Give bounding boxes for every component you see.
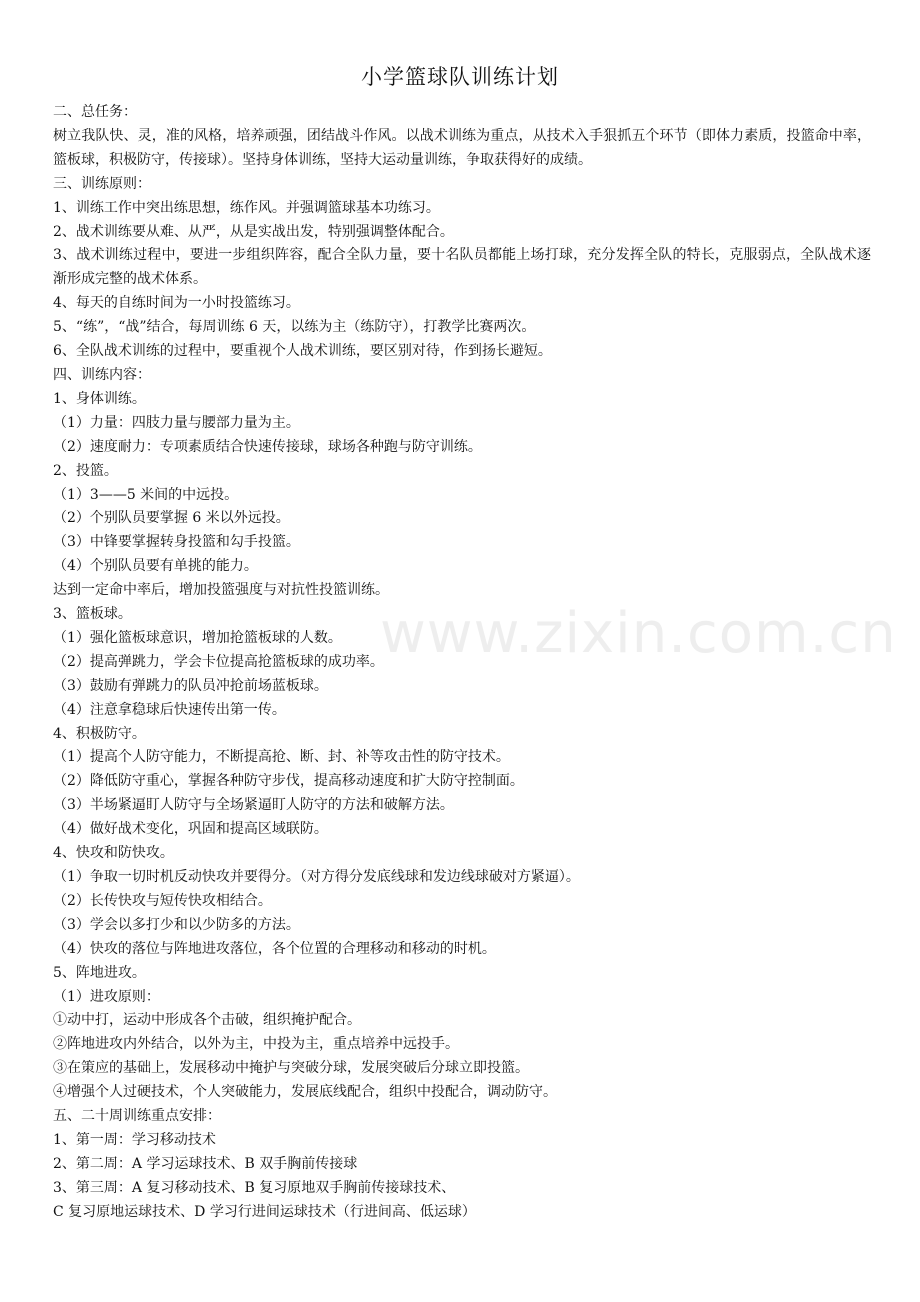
document-line: 4、积极防守。 <box>53 725 146 742</box>
document-line: 3、篮板球。 <box>53 606 132 623</box>
document-line: 五、二十周训练重点安排： <box>53 1108 221 1125</box>
document-line: （2）速度耐力：专项素质结合快速传接球，球场各种跑与防守训练。 <box>53 438 482 455</box>
document-line: ②阵地进攻内外结合，以外为主，中投为主，重点培养中远投手。 <box>53 1036 459 1053</box>
document-line: （4）注意拿稳球后快速传出第一传。 <box>53 701 286 718</box>
document-line: 5、阵地进攻。 <box>53 964 146 981</box>
document-line: （1）提高个人防守能力，不断提高抢、断、封、补等攻击性的防守技术。 <box>53 749 510 766</box>
document-line: （2）提高弹跳力，学会卡位提高抢篮板球的成功率。 <box>53 653 384 670</box>
document-line: 二、总任务： <box>53 104 137 120</box>
document-line: 三、训练原则： <box>53 175 151 192</box>
document-line: （3）半场紧逼盯人防守与全场紧逼盯人防守的方法和破解方法。 <box>53 797 454 814</box>
document-line: 6、全队战术训练的过程中，要重视个人战术训练，要区别对待，作到扬长避短。 <box>53 343 552 360</box>
document-line: 4、快攻和防快攻。 <box>53 845 174 862</box>
document-line: ①动中打，运动中形成各个击破，组织掩护配合。 <box>53 1012 361 1029</box>
document-body <box>53 101 897 1225</box>
document-line: 达到一定命中率后，增加投篮强度与对抗性投篮训练。 <box>53 582 389 599</box>
document-line: （3）学会以多打少和以少防多的方法。 <box>53 916 300 933</box>
document-line: 1、身体训练。 <box>53 390 146 407</box>
document-title: 小学篮球队训练计划 <box>361 65 559 89</box>
document-line: ④增强个人过硬技术，个人突破能力，发展底线配合，组织中投配合，调动防守。 <box>53 1084 557 1101</box>
document-line: C 复习原地运球技术、D 学习行进间运球技术（行进间高、低运球） <box>53 1203 476 1220</box>
document-line: 树立我队快、灵，准的风格，培养顽强，团结战斗作风。以战术训练为重点，从技术入手狠抓五个环节（即体力素质，投篮命中率，篮板球，积极防守，传接球）。坚持身体训练，坚持大运动量训练，争取获得好的成绩。 <box>53 127 871 168</box>
document-line: （1）进攻原则： <box>53 988 160 1005</box>
document-line: （3）中锋要掌握转身投篮和勾手投篮。 <box>53 534 300 551</box>
document-line: （1）强化篮板球意识，增加抢篮板球的人数。 <box>53 629 342 646</box>
document-line: 四、训练内容： <box>53 366 151 383</box>
document-line: （1）3——5 米间的中远投。 <box>53 486 239 503</box>
watermark-text: www.zixin.com.cn <box>380 601 897 666</box>
document-line: 3、第三周：A 复习移动技术、B 复习原地双手胸前传接球技术、 <box>53 1179 456 1196</box>
document-line: 2、投篮。 <box>53 462 118 479</box>
document-line: 2、第二周：A 学习运球技术、B 双手胸前传接球 <box>53 1155 358 1172</box>
document-line: （3）鼓励有弹跳力的队员冲抢前场蓝板球。 <box>53 677 328 694</box>
document-line: （4）快攻的落位与阵地进攻落位，各个位置的合理移动和移动的时机。 <box>53 940 496 957</box>
document-line: （2）长传快攻与短传快攻相结合。 <box>53 892 272 909</box>
document-line: 5、“练”，“战”结合，每周训练 6 天，以练为主（练防守），打教学比赛两次。 <box>53 319 536 336</box>
document-line: 1、第一周：学习移动技术 <box>53 1131 216 1148</box>
document-line: ③在策应的基础上，发展移动中掩护与突破分球，发展突破后分球立即投篮。 <box>53 1060 529 1077</box>
document-line: （4）做好战术变化，巩固和提高区域联防。 <box>53 821 328 838</box>
document-line: 4、每天的自练时间为一小时投篮练习。 <box>53 295 300 312</box>
document-line: （2）降低防守重心，掌握各种防守步伐，提高移动速度和扩大防守控制面。 <box>53 773 524 790</box>
document-line: （2）个别队员要掌握 6 米以外远投。 <box>53 510 290 527</box>
document-line: （4）个别队员要有单挑的能力。 <box>53 558 258 575</box>
document-line: （1）争取一切时机反动快攻并要得分。（对方得分发底线球和发边线球破对方紧逼）。 <box>53 869 580 885</box>
document-line: 2、战术训练要从难、从严，从是实战出发，特别强调整体配合。 <box>53 223 454 240</box>
document-line: （1）力量：四肢力量与腰部力量为主。 <box>53 414 300 431</box>
document-line: 3、战术训练过程中，要进一步组织阵容，配合全队力量，要十名队员都能上场打球，充分发挥全队的特长，克服弱点，全队战术逐渐形成完整的战术体系。 <box>53 247 871 288</box>
document-line: 1、训练工作中突出练思想，练作风。并强调篮球基本功练习。 <box>53 199 440 216</box>
